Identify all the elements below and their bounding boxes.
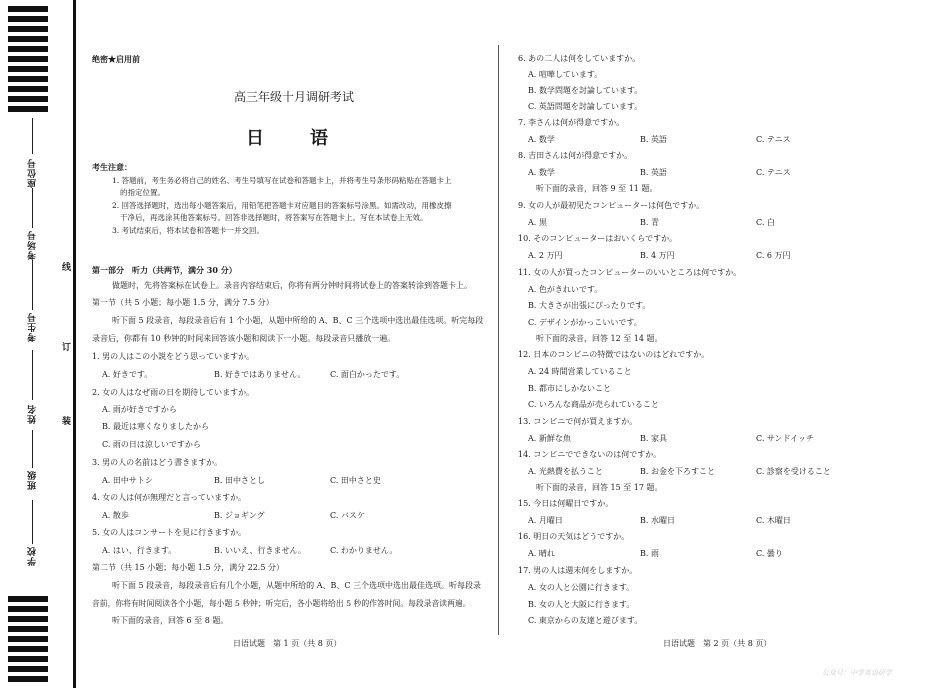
- question-7-options: [528, 135, 918, 145]
- option: A. 光熱費を払うこと: [528, 467, 603, 476]
- cut-label-bind: 订: [62, 343, 72, 353]
- binding-strip: [0, 0, 80, 688]
- part1-heading: 第一部分 听力（共两节，满分 30 分）: [92, 265, 237, 275]
- column-divider: [498, 45, 499, 635]
- option: A. 好きです。: [102, 370, 153, 379]
- option: A. 晴れ: [528, 549, 555, 558]
- option: C. 木曜日: [756, 516, 791, 525]
- option: A. 田中サトシ: [102, 476, 153, 485]
- option: A. 女の人と公園に行きます。: [528, 583, 635, 592]
- option: A. 数学: [528, 135, 555, 144]
- question-9-options: [528, 218, 918, 228]
- cut-label-line: 线: [62, 263, 72, 273]
- candidate-number-label: 考生号: [28, 312, 38, 342]
- section2-desc: 听下面的录音，回答 6 至 8 题。: [112, 616, 229, 625]
- option: B. 都市にしかないこと: [528, 384, 611, 393]
- note-item: 3. 考试结束后，将本试卷和答题卡一并交回。: [112, 226, 265, 235]
- option: B. 英語: [640, 168, 667, 177]
- option: C. 曇り: [756, 549, 783, 558]
- question-6: 6. あの二人は何をしていますか。: [518, 54, 641, 63]
- question-14: 14. コンビニでできないのは何ですか。: [518, 450, 662, 459]
- exam-title: 高三年级十月调研考试: [233, 90, 354, 104]
- section2-heading: 第二节（共 15 小题；每小题 1.5 分，满分 22.5 分）: [92, 563, 284, 572]
- option: C. テニス: [756, 168, 791, 177]
- instruction: 听下面的录音，回答 9 至 11 题。: [536, 184, 658, 193]
- question-3-options: [102, 476, 482, 486]
- option: C. テニス: [756, 135, 791, 144]
- question-4-options: [102, 511, 482, 521]
- option: B. 4 万円: [640, 251, 675, 260]
- note-item: 干净后，再选涂其他答案标号。回答非选择题时，将答案写在答题卡上。写在本试卷上无效。: [120, 213, 428, 222]
- option: A. はい、行きます。: [102, 546, 177, 555]
- option: C. 田中さと史: [330, 476, 381, 485]
- option: B. ジョギング: [214, 511, 265, 520]
- option: C. 面白かったです。: [330, 370, 405, 379]
- question-3: 3. 男の人の名前はどう書きますか。: [92, 458, 223, 467]
- class-label: 班级: [28, 470, 38, 490]
- question-16-options: [528, 549, 918, 559]
- note-item: 1. 答题前，考生务必将自己的姓名、考生号填写在试卷和答题卡上，并将考生号条形码粘贴在答题卡上: [112, 176, 452, 185]
- option: A. 数学: [528, 168, 555, 177]
- option: A. 色がきれいです。: [528, 285, 603, 294]
- option: A. 月曜日: [528, 516, 563, 525]
- option: B. お金を下ろすこと: [640, 467, 715, 476]
- option: B. 英語: [640, 135, 667, 144]
- option: A. 黒: [528, 218, 547, 227]
- option: C. 雨の日は涼しいですから: [102, 440, 201, 449]
- option: B. いいえ、行きません。: [214, 546, 306, 555]
- instruction: 听下面的录音，回答 12 至 14 题。: [536, 334, 663, 343]
- section2-desc: 听下面 5 段录音，每段录音后有几个小题，从题中所给的 A、B、C 三个选项中选出最佳选项。听每段录: [112, 581, 482, 590]
- option: A. 新鮮な魚: [528, 434, 571, 443]
- instruction: 听下面的录音，回答 15 至 17 题。: [536, 483, 663, 492]
- option: B. 大きさが出張にぴったりです。: [528, 301, 651, 310]
- notes-heading: 考生注意：: [92, 162, 132, 172]
- section1-heading: 第一节（共 5 小题；每小题 1.5 分，满分 7.5 分）: [92, 298, 274, 307]
- question-12: 12. 日本のコンビニの特徴ではないのはどれですか。: [518, 350, 710, 359]
- question-8-options: [528, 168, 918, 178]
- question-10-options: [528, 251, 918, 261]
- question-16: 16. 明日の天気はどうですか。: [518, 532, 630, 541]
- exam-room-label: 考场号: [28, 230, 38, 260]
- option: C. サンドイッチ: [756, 434, 814, 443]
- option: C. 白: [756, 218, 775, 227]
- option: B. 最近は寒くなりましたから: [102, 422, 209, 431]
- option: C. 東京からの友達と遊びます。: [528, 616, 643, 625]
- question-4: 4. 女の人は何が無理だと言っていますか。: [92, 493, 247, 502]
- school-label: 学校: [28, 546, 38, 566]
- option: B. 家具: [640, 434, 667, 443]
- question-2: 2. 女の人はなぜ雨の日を期待していますか。: [92, 388, 255, 397]
- option: C. 診察を受けること: [756, 467, 831, 476]
- option: A. 雨が好きですから: [102, 405, 177, 414]
- seat-number-label: 座位号: [28, 158, 38, 188]
- page-footer-left: 日语试题 第 1 页（共 8 页）: [233, 639, 342, 648]
- question-13-options: [528, 434, 918, 444]
- option: A. 24 時間営業していること: [528, 367, 632, 376]
- question-5: 5. 女の人はコンサートを見に行きますか。: [92, 528, 247, 537]
- subject-title: 日 语: [246, 128, 342, 149]
- cut-label-seal: 装: [62, 417, 72, 427]
- question-9: 9. 女の人が最初见たコンピューターは何色ですか。: [518, 201, 705, 210]
- question-5-options: [102, 546, 482, 556]
- section1-desc: 听下面 5 段录音，每段录音后有 1 个小题，从题中所给的 A、B、C 三个选项中选出最佳选项。听完每段: [112, 316, 484, 325]
- question-15: 15. 今日は何曜日ですか。: [518, 499, 614, 508]
- option: C. デザインがかっこいいです。: [528, 318, 642, 327]
- question-13: 13. コンビニで何が買えますか。: [518, 417, 638, 426]
- option: A. 散歩: [102, 511, 129, 520]
- option: B. 数学問題を討論しています。: [528, 86, 643, 95]
- option: C. いろんな商品が売られていること: [528, 400, 659, 409]
- section1-desc: 录音后，你都有 10 秒钟的时间来回答该小题和阅读下一小题。每段录音只播放一遍。: [92, 334, 396, 343]
- option: B. 雨: [640, 549, 659, 558]
- watermark-text: 公众号：中学英语研学: [822, 669, 892, 677]
- option: B. 青: [640, 218, 659, 227]
- question-15-options: [528, 516, 918, 526]
- question-10: 10. そのコンピューターはおいくらですか。: [518, 234, 678, 243]
- option: C. 英語問題を討論しています。: [528, 102, 643, 111]
- intro-text: 做题时，先将答案标在试卷上。录音内容结束后，你将有两分钟时间将试卷上的答案转涂到答题卡上。: [112, 281, 472, 290]
- option: C. バスケ: [330, 511, 365, 520]
- section2-desc: 音前，你将有时间阅读各个小题，每小题 5 秒钟；听完后，各小题将给出 5 秒的作答时间。每段录音读两遍。: [92, 599, 471, 608]
- option: A. 2 万円: [528, 251, 563, 260]
- question-1: 1. 男の人はこの小説をどう思っていますか。: [92, 352, 255, 361]
- note-item: 2. 回答选择题时，选出每小题答案后，用铅笔把答题卡对应题目的答案标号涂黑。如需改动，用橡皮擦: [112, 201, 452, 210]
- question-11: 11. 女の人が買ったコンピューターのいいところは何ですか。: [518, 268, 742, 277]
- question-7: 7. 李さんは何が得意ですか。: [518, 118, 625, 127]
- option: B. 好きではありません。: [214, 370, 306, 379]
- option: B. 田中さとし: [214, 476, 265, 485]
- question-14-options: [528, 467, 918, 477]
- option: C. 6 万円: [756, 251, 791, 260]
- note-item: 的指定位置。: [120, 188, 165, 197]
- option: C. わかりません。: [330, 546, 398, 555]
- option: A. 喧嘩しています。: [528, 70, 603, 79]
- question-8: 8. 吉田さんは何が得意ですか。: [518, 151, 633, 160]
- name-label: 姓名: [28, 404, 38, 424]
- question-1-options: [102, 370, 482, 380]
- option: B. 水曜日: [640, 516, 675, 525]
- secret-label: 绝密★启用前: [92, 54, 140, 64]
- question-17: 17. 男の人は週末何をしますか。: [518, 566, 638, 575]
- page-footer-right: 日语试题 第 2 页（共 8 页）: [663, 639, 772, 648]
- option: B. 女の人と大阪に行きます。: [528, 600, 635, 609]
